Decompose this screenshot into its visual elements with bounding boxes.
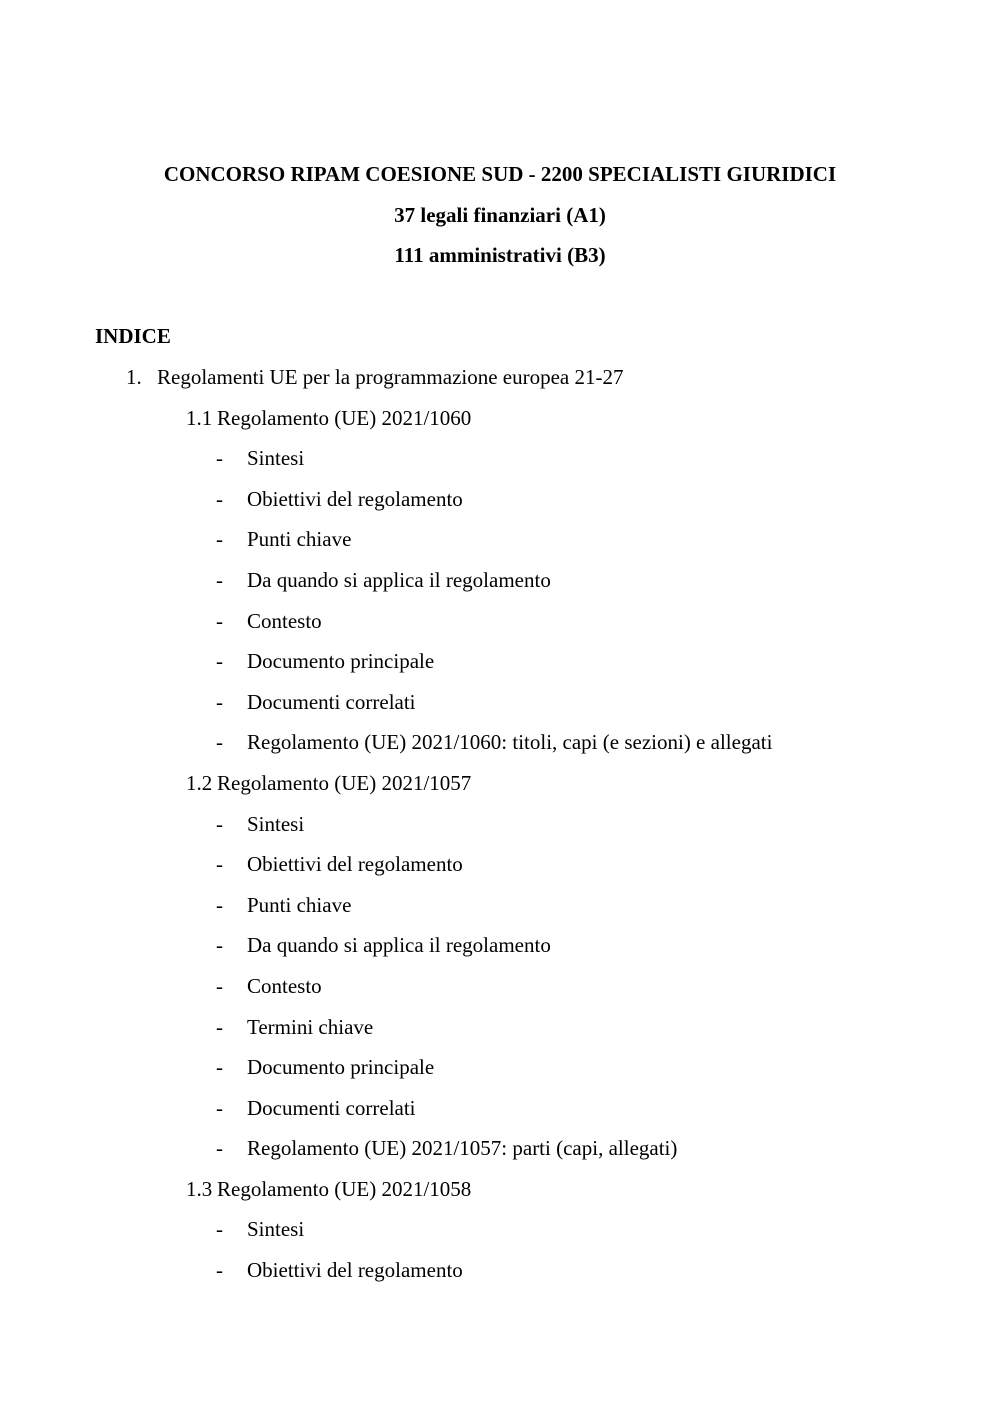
dash-bullet-icon: -	[216, 852, 223, 877]
toc-item	[0, 647, 1000, 688]
dash-bullet-icon: -	[216, 446, 223, 471]
toc-item	[0, 850, 1000, 891]
toc-item	[0, 444, 1000, 485]
dash-bullet-icon: -	[216, 1055, 223, 1080]
toc-item	[0, 566, 1000, 607]
toc-text: Documento principale	[247, 1055, 435, 1080]
toc-text: Contesto	[247, 608, 322, 633]
toc-chapter	[0, 363, 1000, 404]
index-heading: INDICE	[95, 324, 171, 348]
toc-text: Sintesi	[247, 811, 305, 836]
dash-bullet-icon: -	[216, 1095, 223, 1120]
dash-bullet-icon: -	[216, 730, 223, 755]
toc-item	[0, 728, 1000, 769]
dash-bullet-icon: -	[216, 973, 223, 998]
toc-item	[0, 891, 1000, 932]
dash-bullet-icon: -	[216, 811, 223, 836]
toc-item	[0, 972, 1000, 1013]
toc-text: Sintesi	[247, 446, 305, 471]
toc-number: 1.	[126, 365, 142, 389]
toc-item	[0, 525, 1000, 566]
toc-text: Regolamento (UE) 2021/1060	[217, 405, 472, 430]
toc-item	[0, 810, 1000, 851]
toc-section	[0, 1175, 1000, 1216]
toc-item	[0, 931, 1000, 972]
toc-section	[0, 769, 1000, 810]
toc-text: Regolamento (UE) 2021/1057	[217, 770, 472, 795]
toc-item	[0, 1053, 1000, 1094]
document-subtitle-a1: 37 legali finanziari (A1)	[394, 203, 606, 227]
toc-text: Regolamento (UE) 2021/1060: titoli, capi (e sezioni) e allegati	[247, 730, 773, 755]
toc-text: Regolamenti UE per la programmazione europea 21-27	[157, 365, 624, 389]
toc-text: Regolamento (UE) 2021/1058	[217, 1176, 472, 1201]
toc-text: Obiettivi del regolamento	[247, 1258, 463, 1283]
toc-text: Documenti correlati	[247, 1095, 416, 1120]
dash-bullet-icon: -	[216, 608, 223, 633]
toc-item	[0, 1013, 1000, 1054]
toc-text: Da quando si applica il regolamento	[247, 567, 551, 592]
toc-item	[0, 1215, 1000, 1256]
toc-number: 1.1	[186, 405, 213, 430]
toc-section	[0, 404, 1000, 445]
toc-item	[0, 1134, 1000, 1175]
dash-bullet-icon: -	[216, 689, 223, 714]
toc-item	[0, 607, 1000, 648]
dash-bullet-icon: -	[216, 1014, 223, 1039]
toc-text: Obiettivi del regolamento	[247, 486, 463, 511]
dash-bullet-icon: -	[216, 933, 223, 958]
toc-item	[0, 485, 1000, 526]
document-subtitle-b3: 111 amministrativi (B3)	[394, 243, 606, 267]
toc-text: Punti chiave	[247, 527, 352, 552]
toc-text: Punti chiave	[247, 892, 352, 917]
toc-text: Documenti correlati	[247, 689, 416, 714]
toc-text: Da quando si applica il regolamento	[247, 933, 551, 958]
dash-bullet-icon: -	[216, 527, 223, 552]
dash-bullet-icon: -	[216, 1217, 223, 1242]
dash-bullet-icon: -	[216, 567, 223, 592]
dash-bullet-icon: -	[216, 649, 223, 674]
toc-number: 1.2	[186, 770, 213, 795]
dash-bullet-icon: -	[216, 1136, 223, 1161]
toc-text: Contesto	[247, 973, 322, 998]
toc-text: Regolamento (UE) 2021/1057: parti (capi, allegati)	[247, 1136, 678, 1161]
toc-item	[0, 1256, 1000, 1297]
toc-text: Termini chiave	[247, 1014, 374, 1039]
toc-item	[0, 1094, 1000, 1135]
document-title: CONCORSO RIPAM COESIONE SUD - 2200 SPECIALISTI GIURIDICI	[163, 162, 837, 186]
dash-bullet-icon: -	[216, 486, 223, 511]
toc-text: Obiettivi del regolamento	[247, 852, 463, 877]
toc-item	[0, 688, 1000, 729]
table-of-contents	[0, 363, 1000, 1297]
dash-bullet-icon: -	[216, 1258, 223, 1283]
dash-bullet-icon: -	[216, 892, 223, 917]
toc-number: 1.3	[186, 1176, 213, 1201]
toc-text: Documento principale	[247, 649, 435, 674]
toc-text: Sintesi	[247, 1217, 305, 1242]
